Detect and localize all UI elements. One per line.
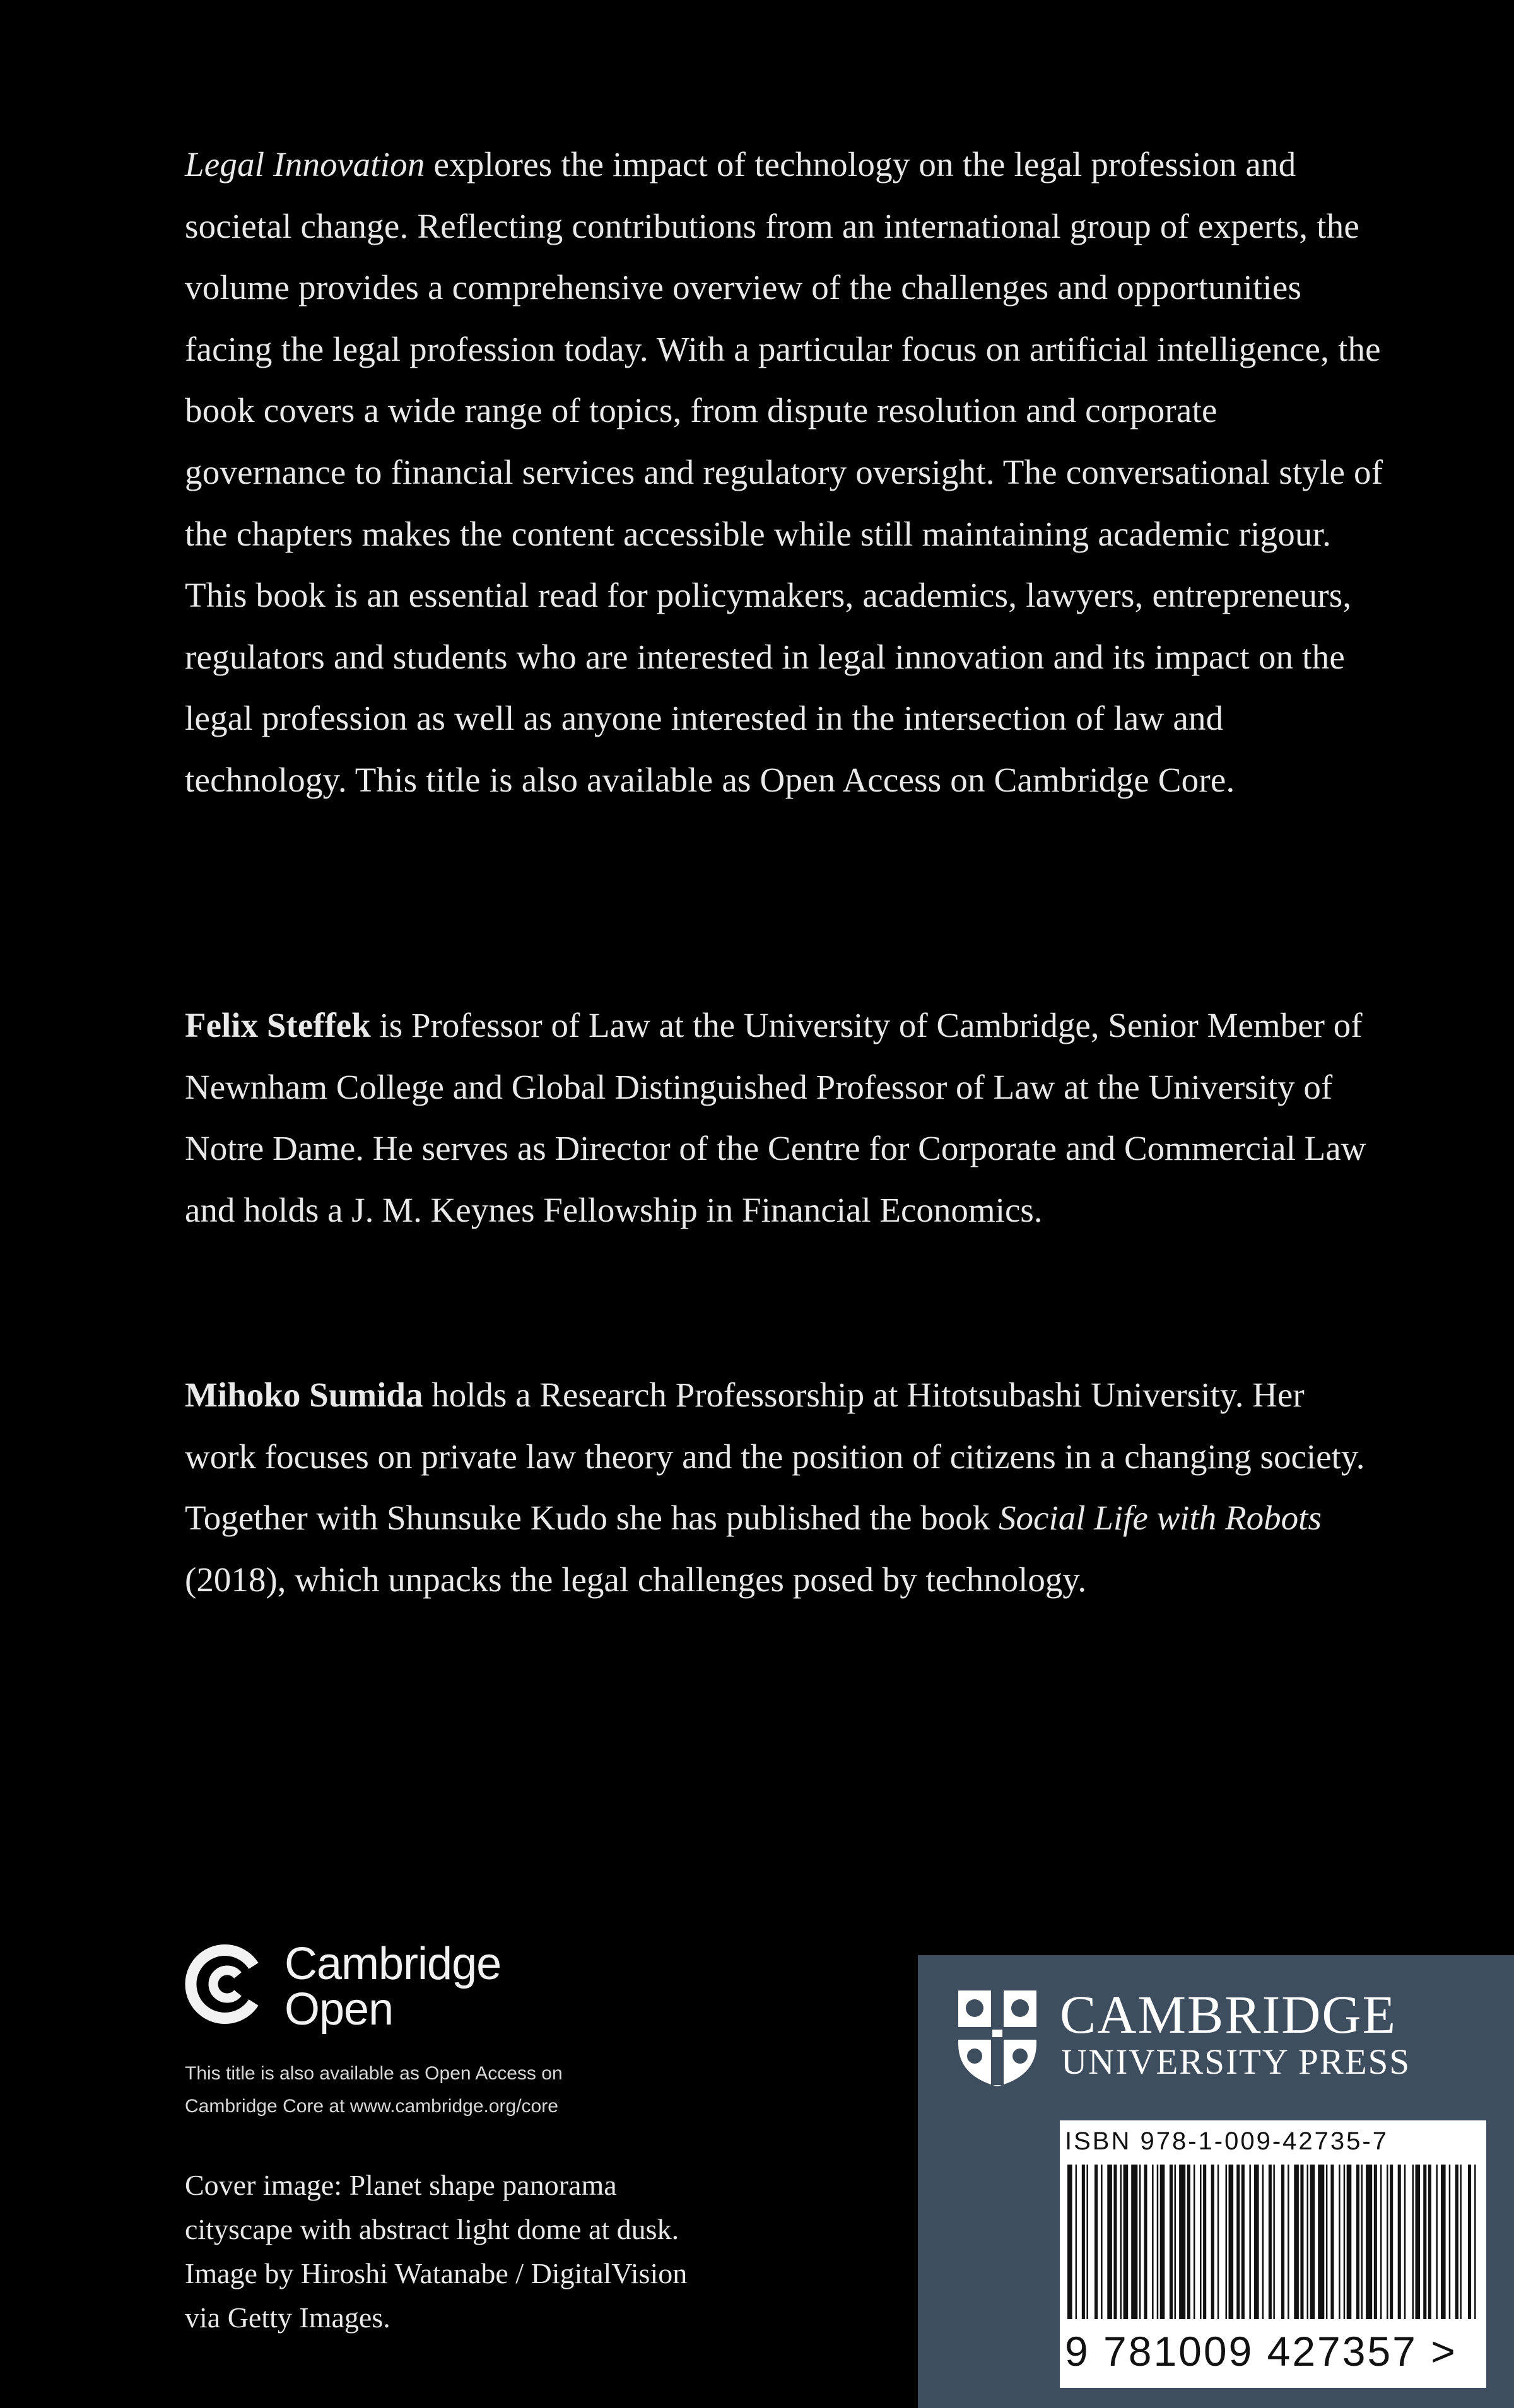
barcode-bar bbox=[1187, 2165, 1190, 2319]
barcode-bar bbox=[1241, 2165, 1245, 2319]
author-bio-text-steffek: is Professor of Law at the University of Cambridge, Senior Member of Newnham College and Global Distinguished Professor of Law at the University of Notre Dame. He serves as Director of the Centre for Corporate and Commercial Law and holds a J. M. Keynes Fellowship in Financial Economics. bbox=[185, 1006, 1366, 1229]
barcode-bar bbox=[1468, 2165, 1471, 2319]
open-access-note-line1: This title is also available as Open Access on bbox=[185, 2063, 563, 2084]
barcode-bar bbox=[1361, 2165, 1363, 2319]
barcode-bar bbox=[1273, 2165, 1275, 2319]
barcode-bar bbox=[1412, 2165, 1414, 2319]
barcode-bar bbox=[1160, 2165, 1165, 2319]
author-bio-sumida bbox=[185, 1364, 1383, 1610]
open-access-note-line2: Cambridge Core at www.cambridge.org/core bbox=[185, 2096, 558, 2117]
credit-line2: cityscape with abstract light dome at dusk. bbox=[185, 2213, 679, 2245]
barcode-digits: 9 781009 427357 > bbox=[1065, 2328, 1457, 2375]
barcode-bar bbox=[1144, 2165, 1147, 2319]
barcode-bar bbox=[1281, 2165, 1284, 2319]
barcode-bar bbox=[1449, 2165, 1451, 2319]
barcode-bar bbox=[1139, 2165, 1141, 2319]
barcode-bar bbox=[1203, 2165, 1206, 2319]
barcode-bar bbox=[1254, 2165, 1259, 2319]
book-description-text: explores the impact of technology on the legal profession and societal change. Reflecting contributions from an international group of experts, the volume provides a comprehensive overview of the challenges and opportunities facing the legal profession today. With a particular focus on artificial intelligence, the book covers a wide range of topics, from dispute resolution and corporate governance to financial services and regulatory oversight. The conversational style of the chapters makes the content accessible while still maintaining academic rigour. This book is an essential read for policymakers, academics, lawyers, entrepreneurs, regulators and students who are interested in legal innovation and its impact on the legal profession as well as anyone interested in the intersection of law and technology. This title is also available as Open Access on Cambridge Core. bbox=[185, 145, 1383, 799]
barcode-bar bbox=[1249, 2165, 1251, 2319]
author-bio-text-sumida-a: holds a Research Professorship at Hitotsubashi University. Her work focuses on private law theory and the position of citizens in a changing society. Together with Shunsuke Kudo she has published the book bbox=[185, 1376, 1365, 1538]
barcode-bar bbox=[1082, 2165, 1085, 2319]
barcode-bar bbox=[1229, 2165, 1234, 2319]
barcode-bar bbox=[1218, 2165, 1219, 2319]
barcode-bar bbox=[1326, 2165, 1328, 2319]
book-description bbox=[185, 134, 1383, 811]
barcode-bar bbox=[1374, 2165, 1377, 2319]
publisher-subname: UNIVERSITY PRESS bbox=[1061, 2042, 1411, 2082]
book-title-italic: Legal Innovation bbox=[185, 145, 425, 184]
cambridge-open-word1: Cambridge bbox=[285, 1939, 502, 1989]
barcode-bar bbox=[1474, 2165, 1476, 2319]
barcode-bar bbox=[1423, 2165, 1426, 2319]
barcode-bar bbox=[1152, 2165, 1154, 2319]
author-name-sumida: Mihoko Sumida bbox=[185, 1376, 423, 1414]
barcode-bar bbox=[1339, 2165, 1341, 2319]
barcode-bar bbox=[1460, 2165, 1462, 2319]
author-bio-steffek bbox=[185, 995, 1383, 1241]
open-access-note bbox=[185, 2057, 690, 2123]
cover-image-credit bbox=[185, 2163, 816, 2340]
barcode-bar bbox=[1179, 2165, 1185, 2319]
barcode-bar bbox=[1175, 2165, 1177, 2319]
barcode-bar bbox=[1436, 2165, 1438, 2319]
barcode-bar bbox=[1067, 2165, 1072, 2319]
barcode-bar bbox=[1131, 2165, 1137, 2319]
barcode-bar bbox=[1211, 2165, 1214, 2319]
barcode-bar bbox=[1416, 2165, 1421, 2319]
barcode-bar bbox=[1344, 2165, 1346, 2319]
barcode-bar bbox=[1294, 2165, 1299, 2319]
barcode-bar bbox=[1124, 2165, 1129, 2319]
barcode-bar bbox=[1307, 2165, 1309, 2319]
publisher-name: CAMBRIDGE bbox=[1060, 1984, 1397, 2045]
barcode-bar bbox=[1300, 2165, 1303, 2319]
publisher-panel bbox=[918, 1955, 1514, 2408]
isbn-label: ISBN 978-1-009-42735-7 bbox=[1065, 2127, 1388, 2155]
credit-line4: via Getty Images. bbox=[185, 2301, 390, 2334]
barcode-bar bbox=[1330, 2165, 1334, 2319]
barcode-bar bbox=[1120, 2165, 1122, 2319]
book-title-robots: Social Life with Robots bbox=[999, 1499, 1322, 1538]
barcode-bar bbox=[1390, 2165, 1393, 2319]
barcode-bar bbox=[1347, 2165, 1352, 2319]
barcode-bar bbox=[1200, 2165, 1202, 2319]
cambridge-open-word2: Open bbox=[285, 1984, 394, 2035]
cambridge-open-wordmark bbox=[285, 1939, 502, 2035]
barcode-bar bbox=[1226, 2165, 1228, 2319]
barcode-bar bbox=[1387, 2165, 1388, 2319]
barcode-bar bbox=[1194, 2165, 1195, 2319]
barcode-bar bbox=[1428, 2165, 1431, 2319]
barcode-bar bbox=[1157, 2165, 1159, 2319]
barcode-box bbox=[1060, 2120, 1486, 2388]
barcode-bar bbox=[1269, 2165, 1272, 2319]
barcode-bar bbox=[1107, 2165, 1112, 2319]
barcode-bar bbox=[1455, 2165, 1458, 2319]
barcode-bar bbox=[1101, 2165, 1103, 2319]
author-bio-text-sumida-b: (2018), which unpacks the legal challenges posed by technology. bbox=[185, 1560, 1087, 1599]
cambridge-open-logo-icon bbox=[185, 1944, 266, 2025]
barcode-bar bbox=[1262, 2165, 1264, 2319]
barcode-bar bbox=[1094, 2165, 1098, 2319]
barcode-bar bbox=[1288, 2165, 1289, 2319]
barcode-bar bbox=[1366, 2165, 1372, 2319]
barcode-bar bbox=[1086, 2165, 1088, 2319]
barcode-bar bbox=[1404, 2165, 1406, 2319]
barcode-bar bbox=[1398, 2165, 1401, 2319]
barcode-bar bbox=[1441, 2165, 1446, 2319]
barcode-bar bbox=[1170, 2165, 1173, 2319]
barcode-bars bbox=[1065, 2165, 1481, 2319]
credit-line3: Image by Hiroshi Watanabe / DigitalVision bbox=[185, 2257, 688, 2289]
barcode-bar bbox=[1380, 2165, 1382, 2319]
barcode-bar bbox=[1236, 2165, 1240, 2319]
author-name-steffek: Felix Steffek bbox=[185, 1006, 371, 1044]
barcode-bar bbox=[1310, 2165, 1315, 2319]
credit-line1: Cover image: Planet shape panorama bbox=[185, 2169, 617, 2201]
barcode-bar bbox=[1113, 2165, 1117, 2319]
barcode-bar bbox=[1318, 2165, 1324, 2319]
barcode-bar bbox=[1356, 2165, 1359, 2319]
university-crest-icon bbox=[956, 1988, 1039, 2089]
barcode-bar bbox=[1076, 2165, 1077, 2319]
